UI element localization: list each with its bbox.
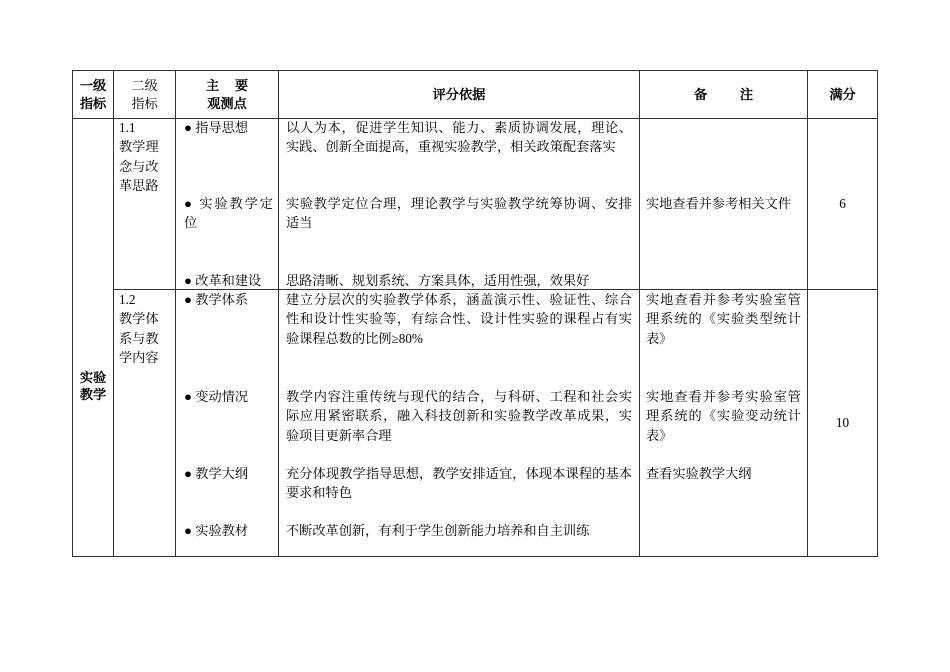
indicator-code: 1.2: [119, 292, 136, 307]
remarks-line: 表》: [646, 330, 673, 346]
scoring-criteria: [286, 521, 632, 540]
scoring-criteria: [286, 464, 632, 503]
observation-points-cell: [176, 290, 279, 557]
full-score-cell: [808, 119, 878, 290]
scoring-criteria-line: 充分体现教学指导思想，教学安排适宜，体现本课程的基本: [286, 466, 632, 481]
observation-point: [184, 271, 273, 290]
indicator-name-line: 教学理: [119, 139, 159, 155]
observation-point: [184, 290, 273, 309]
remarks-line: 实地查看并参考相关文件: [646, 196, 792, 211]
indicator-name-line: 系与教: [119, 330, 159, 346]
scoring-criteria-cell: [279, 290, 640, 557]
remarks-line: 查看实验教学大纲: [646, 466, 752, 481]
indicator-name-line: 念与改: [119, 158, 159, 174]
header-full-score-label: 满分: [829, 86, 856, 102]
indicator-name-line: 教学体: [119, 311, 159, 327]
remarks: [646, 387, 801, 445]
level1-indicator-cell: [73, 119, 114, 557]
full-score-value: 6: [839, 196, 846, 211]
scoring-criteria-line: 验项目更新率合理: [286, 427, 392, 443]
remarks-line: 理系统的《实验变动统计: [646, 408, 801, 424]
level2-indicator: [119, 118, 159, 195]
level2-indicator: [119, 290, 159, 367]
header-level1-line: 指标: [79, 95, 107, 111]
level2-indicator-cell: [114, 119, 176, 290]
full-score-cell: [808, 290, 878, 557]
observation-point: [184, 118, 273, 137]
header-level1-line: 一级: [79, 77, 107, 93]
header-remarks: [640, 71, 808, 119]
remarks-cell: [640, 119, 808, 290]
observation-point-line: ● 教学大纲: [184, 466, 249, 481]
header-level2-indicator: [114, 71, 176, 119]
indicator-name-line: 革思路: [119, 177, 159, 193]
observation-point-line: ● 实验教学定: [184, 196, 273, 211]
scoring-criteria-line: 建立分层次的实验教学体系，涵盖演示性、验证性、综合: [286, 292, 632, 307]
scoring-criteria-line: 验课程总数的比例≥80%: [286, 330, 423, 346]
observation-point: [184, 464, 273, 483]
full-score-value: 10: [835, 415, 850, 430]
observation-point-line: ● 教学体系: [184, 292, 249, 307]
scoring-criteria-cell: [279, 119, 640, 290]
remarks-line: 实地查看并参考实验室管: [646, 292, 801, 307]
scoring-criteria: [286, 271, 632, 290]
header-scoring-criteria-label: 评分依据: [432, 86, 486, 102]
level1-indicator-line: 教学: [79, 387, 107, 402]
observation-point-line: ● 改革和建设: [184, 273, 262, 288]
scoring-criteria-line: 实验教学定位合理，理论教学与实验教学统筹协调、安排: [286, 196, 632, 211]
header-observation-line: 主 要: [205, 77, 249, 93]
scoring-criteria-line: 以人为本，促进学生知识、能力、素质协调发展，理论、: [286, 120, 632, 135]
header-observation-point: [176, 71, 279, 119]
level1-indicator: [73, 369, 113, 403]
observation-point-line: ● 指导思想: [184, 120, 249, 135]
scoring-criteria-line: 不断改革创新，有利于学生创新能力培养和自主训练: [286, 523, 590, 538]
observation-point: [184, 194, 273, 233]
observation-points-cell: [176, 119, 279, 290]
header-level2-line: 二级: [131, 77, 158, 93]
remarks-line: 实地查看并参考实验室管: [646, 389, 801, 404]
header-level1-indicator: [73, 71, 114, 119]
observation-point: [184, 521, 273, 540]
remarks: [646, 194, 801, 213]
header-full-score: [808, 71, 878, 119]
remarks: [646, 290, 801, 348]
observation-point-line: 位: [184, 215, 198, 231]
header-level2-line: 指标: [131, 95, 158, 111]
scoring-criteria-line: 思路清晰、规划系统、方案具体，适用性强，效果好: [286, 273, 590, 288]
scoring-criteria: [286, 290, 632, 348]
scoring-criteria-line: 教学内容注重传统与现代的结合，与科研、工程和社会实: [286, 389, 632, 404]
scoring-criteria-line: 性和设计性实验等，有综合性、设计性实验的课程占有实: [286, 311, 632, 327]
scoring-criteria: [286, 118, 632, 157]
level2-indicator-cell: [114, 290, 176, 557]
scoring-criteria-line: 际应用紧密联系，融入科技创新和实验教学改革成果，实: [286, 408, 632, 424]
scoring-criteria-line: 实践、创新全面提高，重视实验教学，相关政策配套落实: [286, 139, 616, 155]
header-remarks-label: 备 注: [693, 86, 754, 102]
indicator-name-line: 学内容: [119, 349, 159, 365]
remarks-cell: [640, 290, 808, 557]
remarks-line: 理系统的《实验类型统计: [646, 311, 801, 327]
header-scoring-criteria: [279, 71, 640, 119]
scoring-criteria-line: 适当: [286, 215, 313, 231]
observation-point-line: ● 变动情况: [184, 389, 249, 404]
scoring-criteria-line: 要求和特色: [286, 485, 352, 501]
scoring-criteria: [286, 387, 632, 445]
evaluation-table: [72, 70, 878, 557]
observation-point-line: ● 实验教材: [184, 523, 249, 538]
remarks-line: 表》: [646, 427, 673, 443]
observation-point: [184, 387, 273, 406]
indicator-code: 1.1: [119, 120, 136, 135]
header-observation-line: 观测点: [207, 95, 247, 111]
scoring-criteria: [286, 194, 632, 233]
level1-indicator-line: 实验: [79, 370, 107, 385]
remarks: [646, 464, 801, 483]
